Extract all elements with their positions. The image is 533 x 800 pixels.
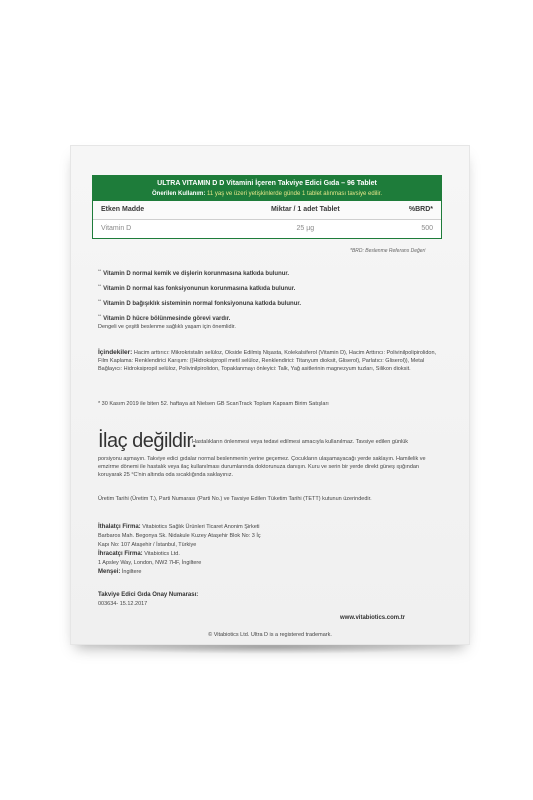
cell-amount: 25 µg — [296, 225, 315, 232]
exporter-name: Vitabiotics Ltd. — [144, 551, 180, 557]
exporter-address: 1 Apsley Way, London, NW2 7HF, İngiltere — [98, 560, 202, 566]
exporter-label: İhracatçı Firma: — [98, 551, 143, 557]
origin-label: Menşei: — [98, 569, 121, 575]
usage-label: Önerilen Kullanım: — [152, 191, 206, 197]
usage-text: 11 yaş ve üzeri yetişkinlerde günde 1 tablet alınması tavsiye edilir. — [207, 191, 382, 197]
table-title: ULTRA VITAMIN D D Vitamini İçeren Takviye Edici Gıda – 96 Tablet — [93, 176, 441, 190]
survey-note: * 30 Kasım 2019 ile biten 52. haftaya ait Nielsen GB ScanTrack Toplam Kapsam Birim Satışları — [98, 401, 329, 407]
claim-item: **Vitamin D normal kas fonksiyonunun korunmasına katkıda bulunur. — [98, 283, 296, 292]
usage-line — [93, 190, 441, 201]
not-drug-title: İlaç değildir. — [98, 430, 197, 452]
ingredients-text: Hacim arttırıcı: Mikrokristalin selüloz, Okside Edilmiş Nişasta, Kolekalsiferol (Vitamin D), Hacim Arttırıcı: Polivinilpolipirolidon, Film Kaplama: Renklendirici Karışım: ((Hidroksipropil metil selüloz, Renklendirici: Titanyum dioksit, Gliserol), Parlatıcı: Gliserol)), Metal Bağlayıcı: Hidroksipropil selüloz, Polivinilpirolidon, Topaklanmayı önleyici: Talk, Yağ asitlerinin magnezyum tuzları, Silikon dioksit. — [98, 350, 437, 372]
nrv-footnote: *BRD: Beslenme Referans Değeri — [350, 248, 426, 254]
claim-item: **Vitamin D bağışıklık sisteminin normal fonksiyonuna katkıda bulunur. — [98, 298, 302, 307]
origin-value: İngiltere — [121, 569, 142, 575]
table-header-row — [93, 201, 441, 220]
copyright: © Vitabiotics Ltd. Ultra D is a registered trademark. — [208, 632, 332, 638]
importer-name: Vitabiotics Sağlık Ürünleri Ticaret Anonim Şirketi — [142, 524, 260, 530]
balanced-diet-note: Dengeli ve çeşitli beslenme sağlıklı yaşam için önemlidir. — [98, 324, 236, 330]
cell-nrv: 500 — [421, 225, 433, 232]
health-claims — [98, 265, 301, 325]
importer-label: İthalatçı Firma: — [98, 524, 141, 530]
company-info — [98, 523, 443, 577]
header-ingredient: Etken Madde — [101, 206, 145, 213]
package-back-panel — [70, 145, 470, 645]
cell-ingredient: Vitamin D — [101, 225, 132, 232]
claim-item: **Vitamin D normal kemik ve dişlerin korunmasına katkıda bulunur. — [98, 268, 290, 277]
not-drug-continued: porsiyonu aşmayın. Takviye edici gıdalar normal beslenmenin yerine geçemez. Çocukların ulaşamayacağı yerde saklayın. Hamilelik ve emzirme dönemi ile hastalık veya ilaç kullanılması durumlarında doktorunuza danışın. Kuru ve serin bir yerde direkt güneş ışığından koruyarak 25 °C'nin altında oda sıcaklığında saklayınız. — [98, 456, 426, 478]
importer-address-2: Kapı No: 107 Ataşehir / İstanbul, Türkiye — [98, 542, 197, 548]
importer-address-1: Barbaros Mah. Begonya Sk. Nidakule Kuzey Ataşehir Blok No: 3 İç — [98, 533, 261, 539]
header-amount: Miktar / 1 adet Tablet — [270, 206, 340, 213]
approval — [98, 591, 443, 609]
claim-item: **Vitamin D hücre bölünmesinde görevi vardır. — [98, 313, 231, 322]
table-row — [93, 220, 441, 238]
approval-label: Takviye Edici Gıda Onay Numarası: — [98, 592, 199, 598]
ingredients-label: İçindekiler: — [98, 349, 133, 356]
production-note: Üretim Tarihi (Üretim T.), Parti Numarası (Parti No.) ve Tavsiye Edilen Tüketim Tarihi (TETT) kutunun üzerindedir. — [98, 496, 372, 502]
header-nrv: %BRD* — [408, 206, 433, 213]
website-link[interactable]: www.vitabiotics.com.tr — [340, 615, 406, 621]
supplement-facts-table — [92, 175, 442, 239]
ingredients — [98, 349, 443, 373]
approval-value: 003634- 15.12.2017 — [98, 601, 148, 607]
not-drug-text: Hastalıkların önlenmesi veya tedavi edilmesi amacıyla kullanılmaz. Tavsiye edilen günlük — [192, 439, 409, 445]
